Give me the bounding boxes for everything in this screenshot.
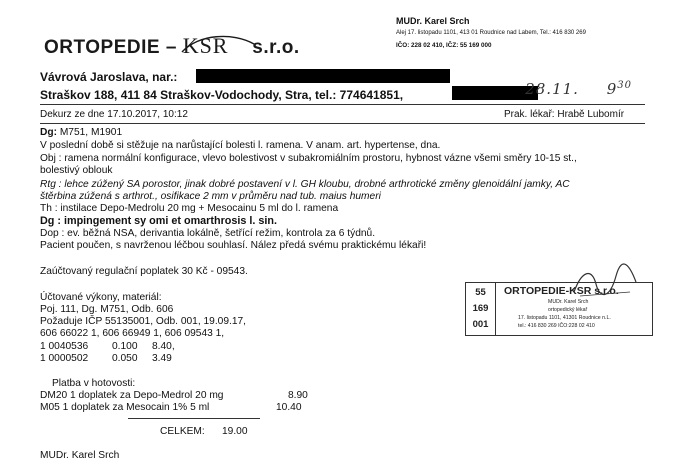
patient-name: Vávrová Jaroslava, nar.: — [40, 70, 178, 84]
recommendation-line: Dop : ev. běžná NSA, derivantia lokálně, šetřící režim, kontrola za 6 týdnů. — [40, 228, 376, 239]
payment-item-label: M05 1 doplatek za Mesocain 1% 5 ml — [40, 402, 210, 413]
company-logo — [44, 33, 300, 59]
divider-top — [40, 104, 645, 105]
signature-name: MUDr. Karel Srch — [40, 450, 120, 461]
total-amount: 19.00 — [222, 426, 248, 437]
payment-item-amount: 10.40 — [276, 402, 302, 413]
handwritten-signature-icon — [570, 262, 640, 302]
payment-item-amount: 8.90 — [288, 390, 308, 401]
rtg-line-2: štěrbina zúžená s arthrot., osifikace 2 mm v průměru nad tub. maius humeri — [40, 191, 381, 202]
logo-text-right: s.r.o. — [252, 37, 300, 58]
service-item-code: 1 0000502 — [40, 353, 89, 364]
diagnosis-codes: Dg: M751, M1901 — [40, 127, 123, 138]
stamp-line-3: 17. listopadu 1101, 41301 Roudnice n.L. — [518, 315, 611, 321]
total-label: CELKEM: — [160, 426, 205, 437]
service-item-code: 1 0040536 — [40, 341, 89, 352]
dekurz-date: Dekurz ze dne 17.10.2017, 10:12 — [40, 109, 188, 120]
letterhead-ids: IČO: 228 02 410, IČZ: 55 169 000 — [396, 42, 492, 49]
handwritten-date: 28.11. $9^{30}$ — [525, 80, 632, 98]
diagnosis-final: Dg : impingement sy omi et omarthrosis l. sin. — [40, 215, 277, 227]
logo-text-left: ORTOPEDIE – — [44, 37, 177, 58]
service-item-qty: 0.050 — [112, 353, 138, 364]
regulatory-fee-line: Zaúčtovaný regulační poplatek 30 Kč - 09543. — [40, 266, 248, 277]
letterhead-address: Alej 17. listopadu 1101, 413 01 Roudnice nad Labem, Tel.: 416 830 269 — [396, 30, 586, 36]
divider-bottom — [40, 123, 645, 124]
rtg-line-1: Rtg : lehce zúžený SA porostor, jinak dobré postavení v l. GH kloubu, drobné arthrotické změny glenoidální jamky, AC — [40, 179, 570, 190]
services-line-2: Požaduje IČP 55135001, Odb. 001, 19.09.17, — [40, 316, 246, 327]
prak-lekar: Prak. lékař: Hrabě Lubomír — [504, 109, 625, 120]
service-item-price: 3.49 — [152, 353, 172, 364]
stamp-title: ORTOPEDIE-KSR s.r.o. — [504, 285, 619, 297]
patient-informed-line: Pacient poučen, s navrženou léčbou souhlasí. Nález předá svému praktickému lékaři! — [40, 240, 427, 251]
stamp-line-2: ortopedický lékař — [548, 307, 588, 313]
logo-swoosh-icon — [178, 30, 258, 60]
objective-line-2: bolestivý oblouk — [40, 165, 113, 176]
stamp-line-4: tel.: 416 830 269 IČO:228 02 410 — [518, 323, 595, 329]
letterhead-doctor: MUDr. Karel Srch — [396, 16, 470, 26]
services-line-1: Poj. 111, Dg. M751, Odb. 606 — [40, 304, 174, 315]
redaction-bar-birthdate — [196, 69, 450, 83]
logo-ksr-mark: KSR — [182, 33, 229, 58]
payment-item-label: DM20 1 doplatek za Depo-Medrol 20 mg — [40, 390, 224, 401]
services-line-3: 606 66022 1, 606 66949 1, 606 09543 1, — [40, 328, 225, 339]
payment-title: Platba v hotovosti: — [52, 378, 136, 389]
services-title: Účtované výkony, materiál: — [40, 292, 162, 303]
total-underline — [128, 418, 260, 419]
stamp-line-1: MUDr. Karel Srch — [548, 299, 589, 305]
history-line: V poslední době si stěžuje na narůstající bolesti l. ramena. V anam. art. hypertense, dna. — [40, 140, 441, 151]
stamp-codes: 55 169 001 — [466, 283, 496, 335]
therapy-line: Th : instilace Depo-Medrolu 20 mg + Mesocainu 5 ml do l. ramena — [40, 203, 339, 214]
patient-address: Straškov 188, 411 84 Straškov-Vodochody, Stra, tel.: 774641851, — [40, 88, 404, 102]
objective-line-1: Obj : ramena normální konfigurace, vlevo bolestivost v subakromiálním prostoru, hybnost vázne všemi směry 10-15 st., — [40, 153, 577, 164]
service-item-price: 8.40, — [152, 341, 175, 352]
service-item-qty: 0.100 — [112, 341, 138, 352]
